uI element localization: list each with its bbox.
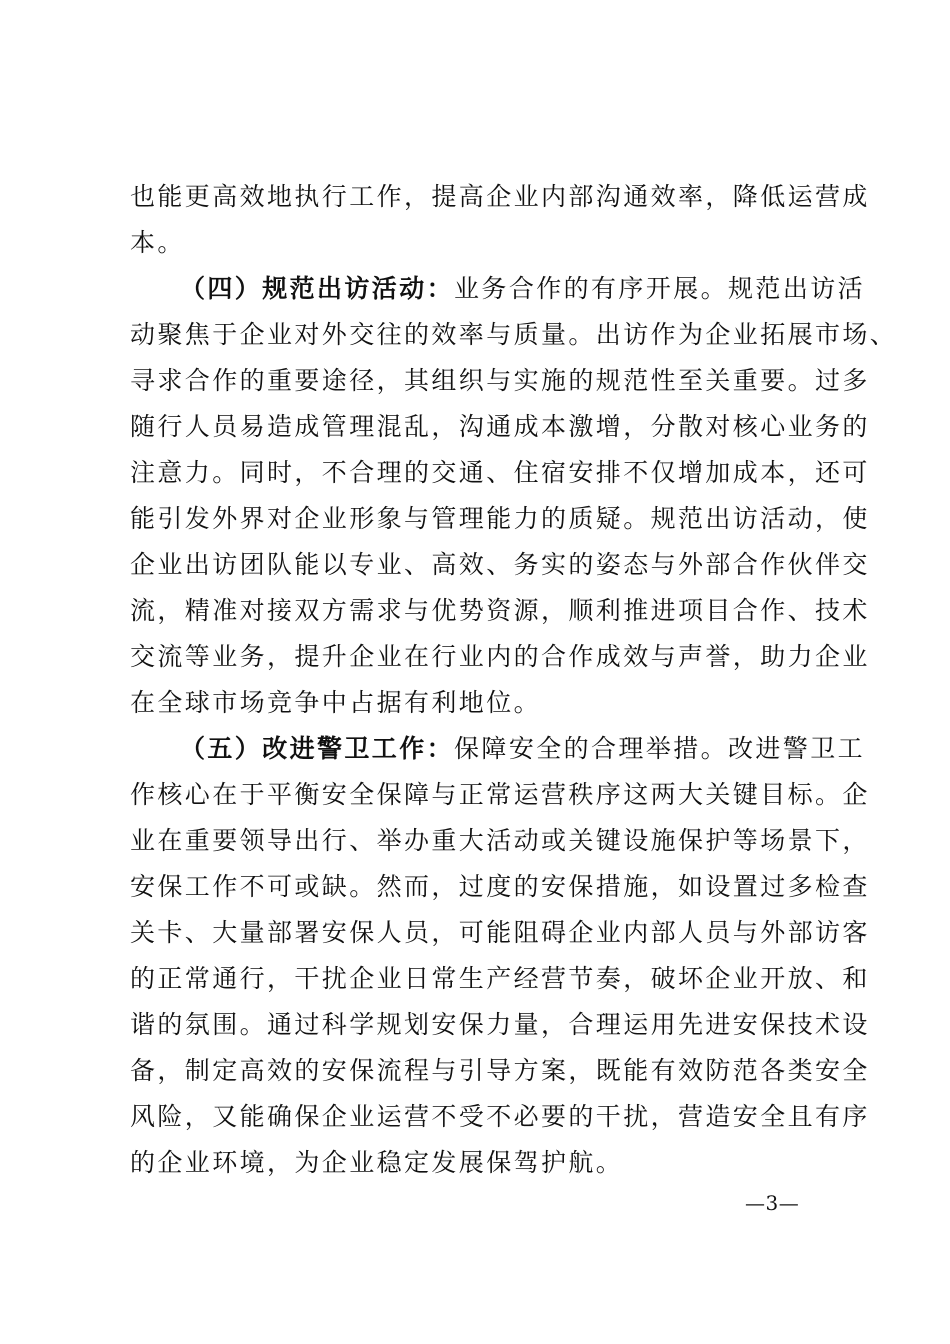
section-5-lead-text: 保障安全的合理举措。改进警卫工 [454,734,866,763]
body-text-line: 随行人员易造成管理混乱，沟通成本激增，分散对核心业务的 [130,412,870,441]
body-text-line: 谐的氛围。通过科学规划安保力量，合理运用先进安保技术设 [130,1010,870,1039]
section-4-line [180,266,950,312]
body-text-line: 关卡、大量部署安保人员，可能阻碍企业内部人员与外部访客 [130,918,870,947]
body-text-line: 备，制定高效的安保流程与引导方案，既能有效防范各类安全 [130,1056,870,1085]
body-text-line: 也能更高效地执行工作，提高企业内部沟通效率，降低运营成 [130,182,870,211]
section-4-lead-text: 业务合作的有序开展。规范出访活 [454,274,866,303]
page-number: —3— [745,1191,800,1215]
body-text-line: 动聚焦于企业对外交往的效率与质量。出访作为企业拓展市场、 [130,320,898,349]
body-text-line: 寻求合作的重要途径，其组织与实施的规范性至关重要。过多 [130,366,870,395]
body-text-line: 作核心在于平衡安全保障与正常运营秩序这两大关键目标。企 [130,780,870,809]
body-text-line: 业在重要领导出行、举办重大活动或关键设施保护等场景下， [130,826,870,855]
body-text-line: 本。 [130,228,185,257]
body-text-line: 的正常通行，干扰企业日常生产经营节奏，破坏企业开放、和 [130,964,870,993]
body-text-line: 企业出访团队能以专业、高效、务实的姿态与外部合作伙伴交 [130,550,870,579]
body-text-line: 安保工作不可或缺。然而，过度的安保措施，如设置过多检查 [130,872,870,901]
section-4-heading: （四）规范出访活动： [180,274,455,303]
body-text-line: 的企业环境，为企业稳定发展保驾护航。 [130,1148,624,1177]
section-5-line [180,726,950,772]
body-text-line: 在全球市场竞争中占据有利地位。 [130,688,542,717]
body-text-line: 风险，又能确保企业运营不受不必要的干扰，营造安全且有序 [130,1102,870,1131]
body-text-line: 注意力。同时，不合理的交通、住宿安排不仅增加成本，还可 [130,458,870,487]
body-text-line: 流，精准对接双方需求与优势资源，顺利推进项目合作、技术 [130,596,870,625]
body-text-line: 能引发外界对企业形象与管理能力的质疑。规范出访活动，使 [130,504,870,533]
body-text-line: 交流等业务，提升企业在行业内的合作成效与声誉，助力企业 [130,642,870,671]
section-5-heading: （五）改进警卫工作： [180,734,455,763]
